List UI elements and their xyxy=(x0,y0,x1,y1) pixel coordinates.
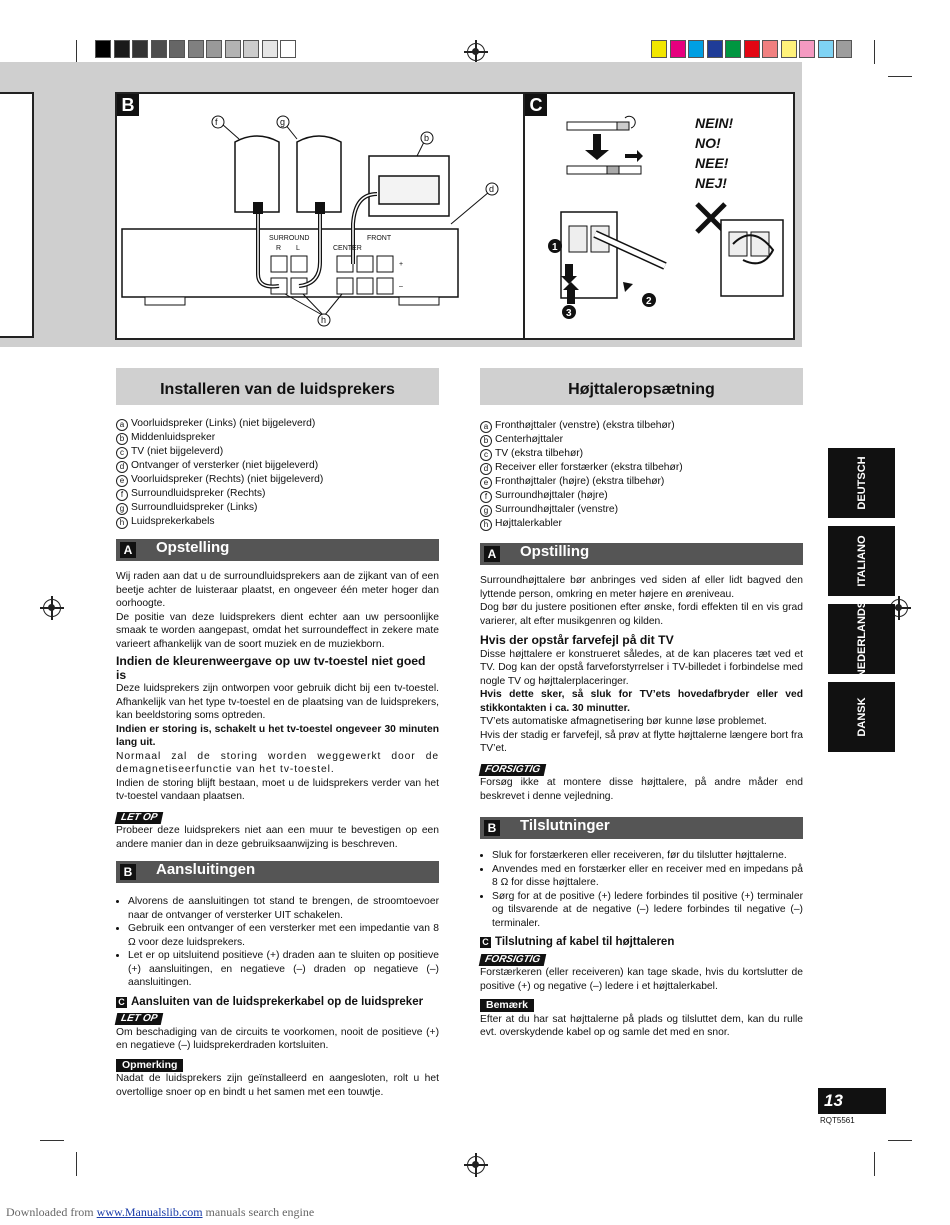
crop-mark xyxy=(76,40,77,64)
item-text: Surroundhøjttaler (venstre) xyxy=(495,504,619,515)
item-marker: a xyxy=(480,421,492,433)
item-marker: b xyxy=(480,435,492,447)
list-item xyxy=(480,489,803,503)
callout-g: g xyxy=(280,117,286,127)
list-item xyxy=(116,501,439,515)
color-swatch xyxy=(280,40,296,58)
list-item xyxy=(116,445,439,459)
callout-f: f xyxy=(215,117,218,127)
item-text: TV (niet bijgeleverd) xyxy=(131,446,224,457)
footer xyxy=(6,1205,314,1220)
left-section-header: Installeren van de luidsprekers xyxy=(116,368,439,405)
section-letter: B xyxy=(484,820,500,836)
registration-mark-icon xyxy=(467,43,485,61)
paragraph-bold: Indien er storing is, schakelt u het tv-toestel ongeveer 30 minuten lang uit. xyxy=(116,723,439,748)
crop-mark xyxy=(76,1152,77,1176)
step-number: 2 xyxy=(646,296,652,307)
item-text: Receiver eller forstærker (ekstra tilbehør) xyxy=(495,462,683,473)
item-text: Fronthøjttaler (højre) (ekstra tilbehør) xyxy=(495,476,665,487)
crop-mark xyxy=(40,1140,64,1141)
item-marker: f xyxy=(116,489,128,501)
color-swatch xyxy=(188,40,204,58)
callout-b: b xyxy=(424,133,430,143)
left-column xyxy=(116,368,439,1099)
color-swatch xyxy=(95,40,111,58)
item-marker: g xyxy=(480,505,492,517)
item-text: TV (ekstra tilbehør) xyxy=(495,448,584,459)
warning-word: NEIN! xyxy=(695,115,734,131)
paragraph: Dog bør du justere positionen efter ønske, fordi effekten til en vis grad varierer, alt efter musikgenren og kilden. xyxy=(480,602,803,627)
item-text: Voorluidspreker (Links) (niet bijgeleverd) xyxy=(131,418,316,429)
paragraph: Forstærkeren (eller receiveren) kan tage skade, hvis du kortslutter de positive (+) og negative (–) ledere i et højttalerkabel. xyxy=(480,967,803,992)
figure-left-fragment xyxy=(0,92,34,338)
footer-link[interactable]: www.Manualslib.com xyxy=(96,1205,203,1219)
item-marker: g xyxy=(116,503,128,515)
item-marker: c xyxy=(480,449,492,461)
note-badge: Opmerking xyxy=(116,1059,183,1072)
bullet-list xyxy=(116,895,439,990)
section-title: Tilslutninger xyxy=(520,817,610,834)
list-item: • Anvendes med en forstærker eller en receiver med en impedans på 8 Ω for disse højttalere. xyxy=(492,863,803,890)
panel-b-letter: B xyxy=(117,94,139,116)
right-section-a-header xyxy=(480,543,803,565)
label-l: L xyxy=(296,245,300,252)
list-item: • Sluk for forstærkeren eller receiveren, før du tilslutter højttalerne. xyxy=(492,849,803,863)
paragraph: Indien de storing blijft bestaan, moet u de luidsprekers verder van het tv-toestel vandaan plaatsen. xyxy=(116,777,439,802)
step-number: 1 xyxy=(552,242,558,253)
left-parts-list xyxy=(116,417,439,529)
item-text: Centerhøjttaler xyxy=(495,434,564,445)
item-marker: e xyxy=(480,477,492,489)
tab-label: DANSK xyxy=(855,697,868,737)
list-item xyxy=(480,461,803,475)
list-item xyxy=(116,431,439,445)
registration-mark-icon xyxy=(467,1156,485,1174)
page-number: 13 xyxy=(818,1088,886,1114)
list-item xyxy=(480,503,803,517)
label-plus: + xyxy=(399,261,404,268)
item-text: Surroundluidspreker (Links) xyxy=(131,502,258,513)
list-item xyxy=(116,417,439,431)
registration-mark-icon xyxy=(43,599,61,617)
section-letter: C xyxy=(116,997,127,1008)
subheading-text: Tilslutning af kabel til højttaleren xyxy=(495,936,675,948)
item-marker: e xyxy=(116,475,128,487)
language-tab-deutsch xyxy=(828,448,895,518)
item-marker: f xyxy=(480,491,492,503)
color-swatch xyxy=(688,40,704,58)
right-section-b-header xyxy=(480,817,803,839)
left-section-a-header xyxy=(116,539,439,561)
panel-c-letter: C xyxy=(525,94,547,116)
footer-suffix: manuals search engine xyxy=(202,1205,315,1219)
list-item: • Gebruik een ontvanger of een versterker met een impedantie van 8 Ω voor deze luidsprekers. xyxy=(128,922,439,949)
section-title: Aansluitingen xyxy=(156,861,256,878)
item-text: Højttalerkabler xyxy=(495,518,562,529)
list-item: • Sørg for at de positive (+) ledere forbindes til positive (+) terminaler og tilsvarende at de negative (–) ledere forbindes til negative (–) terminaler. xyxy=(492,890,803,931)
color-swatch xyxy=(725,40,741,58)
paragraph: Disse højttalere er konstrueret således, at de kan placeres tæt ved et TV. Dog kan der opstå farveforstyrrelser i TV-billedet i forbindelse med nogle TV og højttalerplaceringer. xyxy=(480,648,803,687)
item-marker: a xyxy=(116,419,128,431)
item-text: Ontvanger of versterker (niet bijgeleverd) xyxy=(131,460,319,471)
language-tab-nederlands xyxy=(828,600,895,678)
color-swatch xyxy=(781,40,797,58)
list-item xyxy=(116,459,439,473)
footer-prefix: Downloaded from xyxy=(6,1205,97,1219)
item-marker: h xyxy=(116,517,128,529)
list-item xyxy=(480,433,803,447)
color-swatch xyxy=(262,40,278,58)
color-swatch xyxy=(225,40,241,58)
subheading xyxy=(480,936,803,950)
paragraph: Nadat de luidsprekers zijn geïnstalleerd en aangesloten, rolt u het overtollige snoer op en bindt u het samen met een touwtje. xyxy=(116,1073,439,1098)
list-item: • Alvorens de aansluitingen tot stand te brengen, de stroomtoevoer naar de ontvanger of versterker UIT schakelen. xyxy=(128,895,439,922)
color-swatch xyxy=(651,40,667,58)
warning-word: NEJ! xyxy=(695,175,727,191)
color-swatch xyxy=(707,40,723,58)
section-letter: C xyxy=(480,937,491,948)
color-swatch xyxy=(206,40,222,58)
label-minus: – xyxy=(399,283,403,290)
section-title: Opstelling xyxy=(156,539,230,556)
crop-mark xyxy=(888,76,912,77)
color-swatch xyxy=(132,40,148,58)
label-front: FRONT xyxy=(367,235,392,242)
item-text: Surroundluidspreker (Rechts) xyxy=(131,488,266,499)
list-item xyxy=(480,419,803,433)
warning-word: NEE! xyxy=(695,155,729,171)
language-tab-dansk xyxy=(828,682,895,752)
section-letter: B xyxy=(120,864,136,880)
paragraph: Probeer deze luidsprekers niet aan een muur te bevestigen op een andere manier dan in deze gebruiksaanwijzing is beschreven. xyxy=(116,825,439,850)
subheading-text: Aansluiten van de luidsprekerkabel op de luidspreker xyxy=(131,995,424,1008)
list-item xyxy=(480,447,803,461)
bullet-list xyxy=(480,849,803,930)
caution-badge: LET OP xyxy=(115,1013,164,1025)
color-swatch xyxy=(169,40,185,58)
item-marker: h xyxy=(480,519,492,531)
warning-word: NO! xyxy=(695,135,721,151)
subheading: Indien de kleurenweergave op uw tv-toestel niet goed is xyxy=(116,654,426,682)
paragraph: Forsøg ikke at montere disse højttalere, på andre måder end beskrevet i denne vejledning. xyxy=(480,777,803,802)
color-swatch xyxy=(762,40,778,58)
figure-panel-c xyxy=(523,92,795,340)
paragraph: Om beschadiging van de circuits te voorkomen, nooit de positieve (+) en negatieve (–) luidsprekerdraden kortsluiten. xyxy=(116,1026,439,1051)
step-number: 3 xyxy=(566,308,572,319)
item-marker: d xyxy=(116,461,128,473)
color-swatch xyxy=(799,40,815,58)
item-marker: b xyxy=(116,433,128,445)
paragraph: Hvis der stadig er farvefejl, så prøv at flytte højttalerne længere bort fra TV’et. xyxy=(480,729,803,754)
document-code: RQT5561 xyxy=(820,1116,855,1125)
tab-label: ITALIANO xyxy=(855,535,868,587)
right-column xyxy=(480,368,803,1040)
callout-h: h xyxy=(321,315,327,325)
subheading: Hvis der opstår farvefejl på dit TV xyxy=(480,633,674,647)
tab-label: DEUTSCH xyxy=(855,456,868,510)
list-item xyxy=(116,487,439,501)
paragraph: Wij raden aan dat u de surroundluidsprekers aan de zijkant van of een beetje achter de luisteraar plaatst, en ongeveer één meter hoger dan oorhoogte. xyxy=(116,571,439,609)
tab-label: NEDERLANDS xyxy=(855,600,868,678)
note-badge: Bemærk xyxy=(480,999,534,1012)
subheading xyxy=(116,996,439,1010)
figure-panel-b xyxy=(115,92,525,340)
item-text: Fronthøjttaler (venstre) (ekstra tilbehør) xyxy=(495,420,675,431)
paragraph: Deze luidsprekers zijn ontworpen voor gebruik dicht bij een tv-toestel. Afhankelijk van het type tv-toestel en de plaatsing van de luidsprekers, kan beeldstoring soms optreden. xyxy=(116,683,439,721)
item-text: Voorluidspreker (Rechts) (niet bijgeleverd) xyxy=(131,474,324,485)
left-section-b-header xyxy=(116,861,439,883)
color-swatch xyxy=(836,40,852,58)
color-swatch xyxy=(670,40,686,58)
caution-badge: FORSIGTIG xyxy=(479,954,547,966)
caution-badge: FORSIGTIG xyxy=(479,764,547,776)
color-swatch xyxy=(818,40,834,58)
item-text: Middenluidspreker xyxy=(131,432,216,443)
paragraph: TV’ets automatiske afmagnetisering bør kunne løse problemet. xyxy=(480,716,767,727)
item-text: Surroundhøjttaler (højre) xyxy=(495,490,608,501)
list-item xyxy=(116,473,439,487)
color-swatch xyxy=(114,40,130,58)
list-item xyxy=(480,475,803,489)
right-parts-list xyxy=(480,419,803,531)
item-marker: d xyxy=(480,463,492,475)
list-item xyxy=(116,515,439,529)
color-swatch xyxy=(243,40,259,58)
paragraph: Surroundhøjttalere bør anbringes ved siden af eller lidt bagved den lyttende person, omkring en meter højere en øreniveau. xyxy=(480,575,803,600)
crop-mark xyxy=(874,1152,875,1176)
crop-mark xyxy=(874,40,875,64)
callout-d: d xyxy=(489,184,495,194)
item-marker: c xyxy=(116,447,128,459)
section-letter: A xyxy=(120,542,136,558)
language-tab-italiano xyxy=(828,526,895,596)
section-letter: A xyxy=(484,546,500,562)
crop-mark xyxy=(888,1140,912,1141)
label-center: CENTER xyxy=(333,245,362,252)
paragraph: Normaal zal de storing worden weggewerkt door de demagnetiseerfunctie van het tv-toestel. xyxy=(116,750,439,775)
color-swatch xyxy=(151,40,167,58)
paragraph-bold: Hvis dette sker, så sluk for TV’ets hovedafbryder eller ved stikkontakten i ca. 30 minutter. xyxy=(480,689,803,714)
item-text: Luidsprekerkabels xyxy=(131,516,215,527)
label-r: R xyxy=(276,245,282,252)
paragraph: Efter at du har sat højttalerne på plads og tilsluttet dem, kan du rulle evt. overskydende kabel op og samle det med en snor. xyxy=(480,1013,803,1038)
cable-connection-diagram xyxy=(525,94,793,338)
color-swatch xyxy=(744,40,760,58)
paragraph: De positie van deze luidsprekers dient echter aan uw persoonlijke smaak te worden aangepast, omdat het surroundeffect in zekere mate varieert afhankelijk van de soort muziek en de muziekborn. xyxy=(116,611,439,650)
speaker-connection-diagram xyxy=(117,94,523,338)
caution-badge: LET OP xyxy=(115,812,164,824)
right-section-header: Højttaleropsætning xyxy=(480,368,803,405)
list-item: • Let er op uitsluitend positieve (+) draden aan te sluiten op positieve (+) aansluitingen, en negatieve (–) draden op negatieve (–) aansluitingen. xyxy=(128,949,439,990)
label-surround: SURROUND xyxy=(269,235,310,242)
section-title: Opstilling xyxy=(520,543,590,560)
list-item xyxy=(480,517,803,531)
